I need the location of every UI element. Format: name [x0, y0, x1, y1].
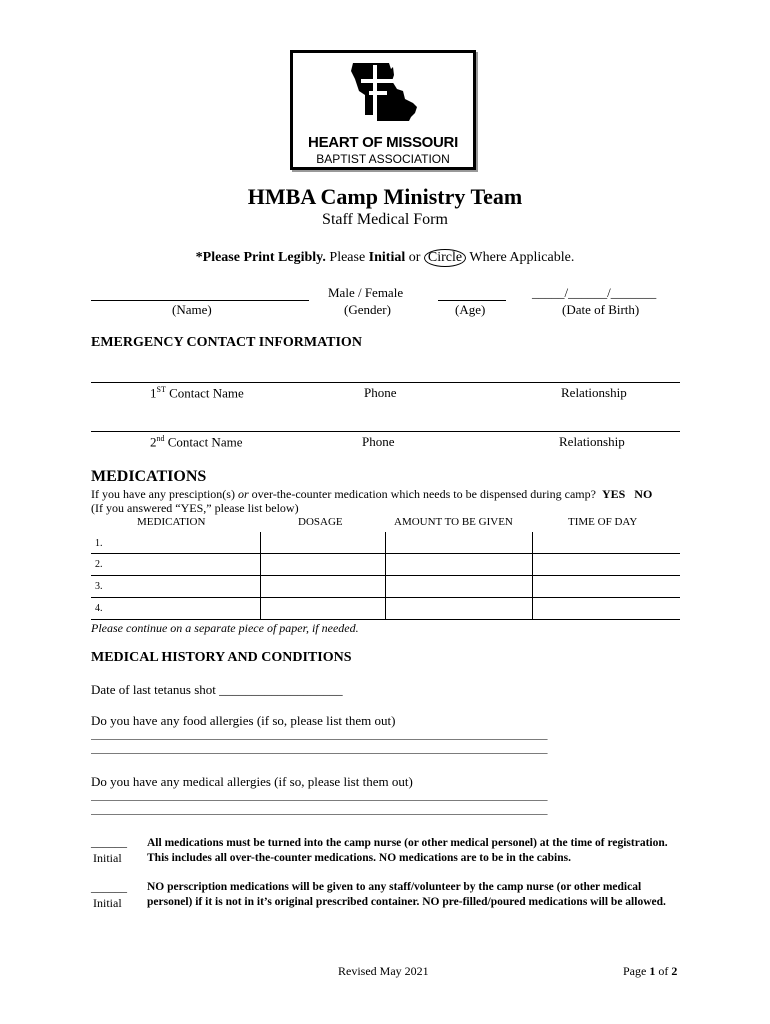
logo-title: HEART OF MISSOURI	[308, 134, 458, 151]
logo-subtitle: BAPTIST ASSOCIATION	[316, 152, 450, 166]
age-field[interactable]	[438, 300, 506, 301]
instructions-text: Please	[325, 250, 369, 265]
medications-list-note: (If you answered “YES,” please list below)	[91, 501, 299, 515]
medical-allergies-line-1[interactable]: ___________________________________________________________________________________	[91, 790, 548, 802]
emergency-heading: EMERGENCY CONTACT INFORMATION	[91, 335, 362, 350]
medications-table[interactable]	[91, 532, 680, 620]
association-logo	[290, 50, 476, 170]
second-contact-label: 2nd Contact Name	[150, 434, 243, 450]
initial-blank-2[interactable]: ______	[91, 880, 127, 894]
initial-statement-2: NO perscription medications will be given to any staff/volunteer by the camp nurse (or other medical personel) if it is not in it’s original prescribed container. NO pre-filled/poured medications will be allowed.	[147, 881, 666, 908]
col-medication: MEDICATION	[137, 516, 206, 528]
no-option[interactable]: NO	[634, 487, 653, 501]
first-contact-line[interactable]	[91, 382, 680, 383]
instructions-legibly: *Please Print Legibly.	[195, 250, 326, 265]
first-contact-label: 1ST Contact Name	[150, 385, 244, 401]
col-dosage: DOSAGE	[298, 516, 343, 528]
table-row[interactable]: 4.	[95, 603, 103, 614]
dob-label: (Date of Birth)	[562, 302, 640, 317]
medical-allergies-line-2[interactable]: ___________________________________________________________________________________	[91, 804, 548, 816]
food-allergies-question: Do you have any food allergies (if so, please list them out)	[91, 713, 396, 728]
initial-label-2: Initial	[93, 896, 122, 910]
table-row[interactable]: 2.	[95, 559, 103, 570]
first-phone-label: Phone	[364, 385, 397, 400]
initial-blank-1[interactable]: ______	[91, 835, 127, 849]
instructions-or: or	[405, 250, 424, 265]
page-title: HMBA Camp Ministry Team	[247, 184, 523, 209]
table-row[interactable]: 1.	[95, 538, 103, 549]
yes-option[interactable]: YES	[601, 487, 626, 501]
initial-statement-1: All medications must be turned into the camp nurse (or other medical personel) at the time of registration. This includes all over-the-counter medications. NO medications are to be in the cabins.	[147, 837, 668, 864]
food-allergies-line-2[interactable]: ___________________________________________________________________________________	[91, 743, 548, 755]
page-number: Page 1 of 2	[623, 964, 678, 978]
instructions-circle: Circle	[424, 249, 466, 267]
medications-question: If you have any presciption(s) or over-the-counter medication which needs to be dispensed during camp? YES NO	[91, 487, 653, 501]
tetanus-field[interactable]: Date of last tetanus shot ___________________	[91, 682, 343, 697]
history-heading: MEDICAL HISTORY AND CONDITIONS	[91, 650, 352, 665]
name-field[interactable]	[91, 300, 309, 301]
medications-heading: MEDICATIONS	[91, 468, 207, 485]
name-label: (Name)	[172, 302, 212, 317]
second-phone-label: Phone	[362, 434, 395, 449]
food-allergies-line-1[interactable]: ___________________________________________________________________________________	[91, 729, 548, 741]
instructions-initial: Initial	[368, 250, 406, 265]
col-amount: AMOUNT TO BE GIVEN	[394, 516, 513, 528]
initial-label-1: Initial	[93, 851, 122, 865]
cross-map-icon	[293, 55, 473, 135]
gender-label: (Gender)	[344, 302, 391, 317]
dob-field[interactable]: _____/______/_______	[532, 285, 657, 300]
continue-note: Please continue on a separate piece of paper, if needed.	[91, 621, 359, 635]
second-relationship-label: Relationship	[559, 434, 625, 449]
age-label: (Age)	[455, 302, 486, 317]
revised-date: Revised May 2021	[338, 964, 429, 978]
gender-options[interactable]: Male / Female	[328, 285, 404, 300]
first-relationship-label: Relationship	[561, 385, 627, 400]
table-row[interactable]: 3.	[95, 581, 103, 592]
instructions	[0, 249, 770, 267]
col-time: TIME OF DAY	[568, 516, 638, 528]
instructions-end: Where Applicable.	[466, 250, 575, 265]
medical-allergies-question: Do you have any medical allergies (if so, please list them out)	[91, 774, 413, 789]
second-contact-line[interactable]	[91, 431, 680, 432]
page-subtitle: Staff Medical Form	[322, 211, 448, 228]
